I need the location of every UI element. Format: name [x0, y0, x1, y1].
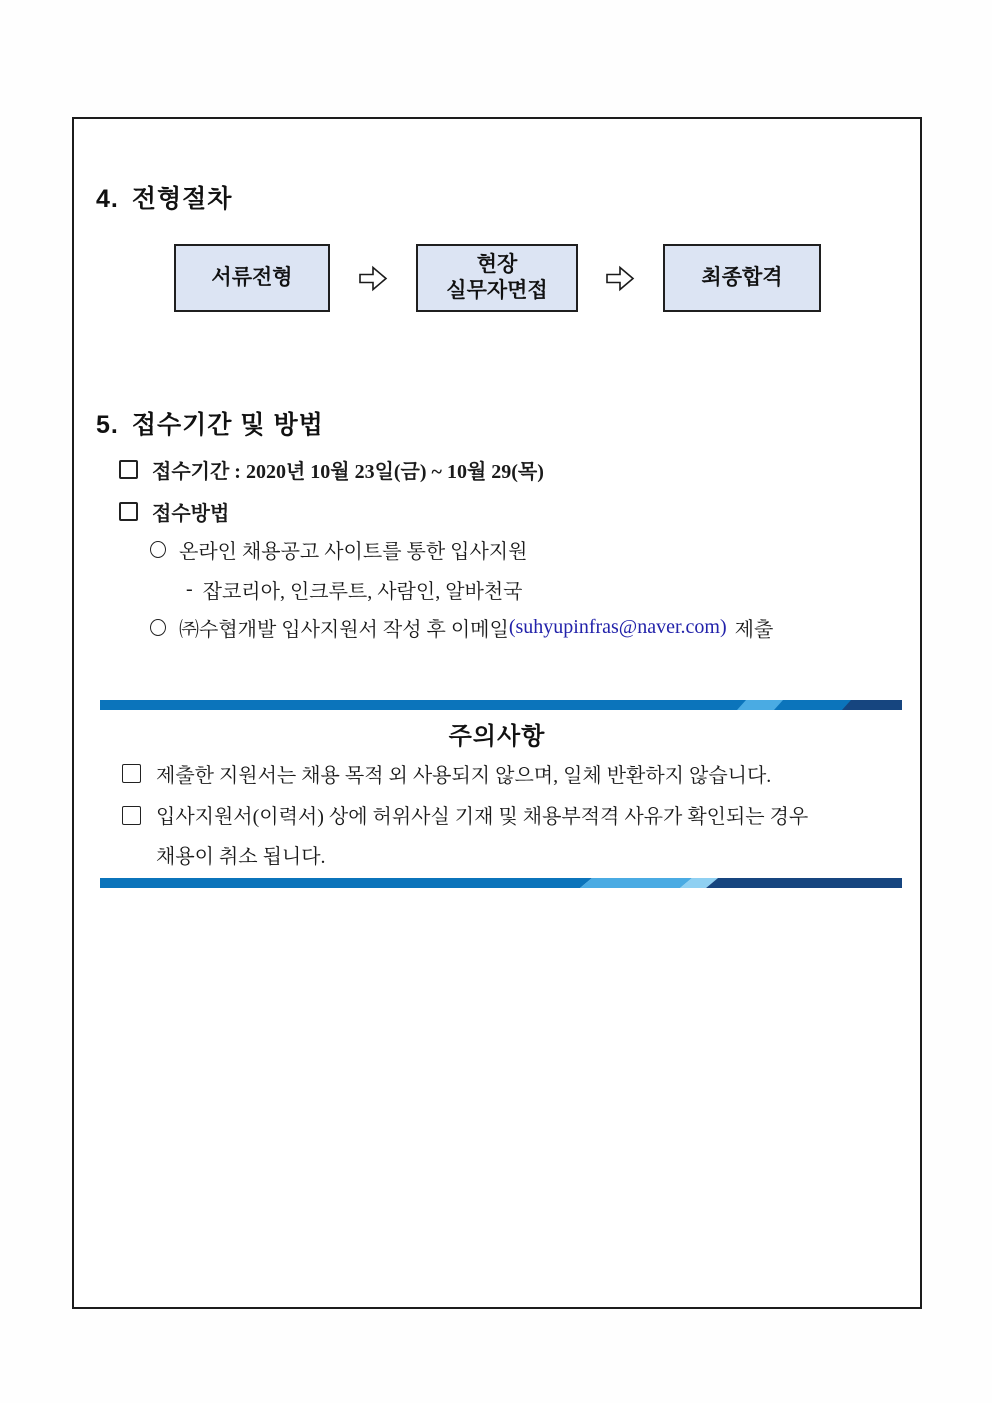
- checkbox-icon: [122, 806, 141, 825]
- circle-bullet-icon: [150, 619, 166, 636]
- application-period-line: [119, 455, 544, 484]
- section-5-number: 5.: [96, 411, 119, 439]
- section-5-title: 접수기간 및 방법: [131, 411, 324, 439]
- flow-step-final-pass: [663, 244, 821, 312]
- notice-item-2: [122, 797, 808, 877]
- circle-bullet-icon: [150, 541, 166, 558]
- checkbox-icon: [119, 502, 138, 521]
- notice-item-1-text: 제출한 지원서는 채용 목적 외 사용되지 않으며, 일체 반환하지 않습니다.: [156, 765, 772, 787]
- section-4-number: 4.: [96, 185, 119, 213]
- section-4-title: 전형절차: [131, 185, 233, 213]
- flow-step-label: 실무자면접: [446, 279, 548, 302]
- method-online-text: 온라인 채용공고 사이트를 통한 입사지원: [179, 541, 528, 563]
- flow-step-label: 현장: [476, 253, 518, 277]
- notice-item-2-line1: 입사지원서(이력서) 상에 허위사실 기재 및 채용부적격 사유가 확인되는 경우: [156, 806, 809, 828]
- flow-step-field-interview: [416, 244, 578, 312]
- method-email-suffix: 제출: [734, 619, 774, 641]
- page-border: [72, 117, 922, 1309]
- flow-step-label: 최종합격: [701, 266, 783, 290]
- notice-item-2-text: [156, 797, 808, 877]
- flow-step-document-screening: [174, 244, 330, 312]
- method-email-prefix: ㈜수협개발 입사지원서 작성 후 이메일: [179, 619, 509, 641]
- section-4-heading: [96, 179, 232, 215]
- application-method-text: 접수방법: [152, 503, 230, 525]
- method-online-line: [150, 535, 527, 564]
- application-method-line: [119, 497, 229, 526]
- notice-top-bar: [100, 700, 902, 710]
- notice-title: 주의사항: [448, 723, 546, 750]
- flow-arrow-icon: [604, 263, 636, 294]
- section-5-heading: [96, 405, 324, 441]
- method-sites-line: [186, 575, 522, 604]
- checkbox-icon: [119, 460, 138, 479]
- notice-item-1: [122, 759, 771, 788]
- method-email-line: [150, 613, 773, 642]
- notice-item-2-line2: 채용이 취소 됩니다.: [156, 846, 326, 868]
- flow-step-label: 서류전형: [211, 266, 293, 290]
- application-period-text: 접수기간 : 2020년 10월 23일(금) ~ 10월 29(목): [152, 461, 544, 483]
- method-sites-text: 잡코리아, 인크루트, 사람인, 알바천국: [202, 581, 523, 603]
- flow-arrow-icon: [357, 263, 389, 294]
- notice-bottom-bar: [100, 878, 902, 888]
- email-address: (suhyupinfras@naver.com): [508, 616, 727, 638]
- dash-bullet: -: [186, 578, 193, 600]
- checkbox-icon: [122, 764, 141, 783]
